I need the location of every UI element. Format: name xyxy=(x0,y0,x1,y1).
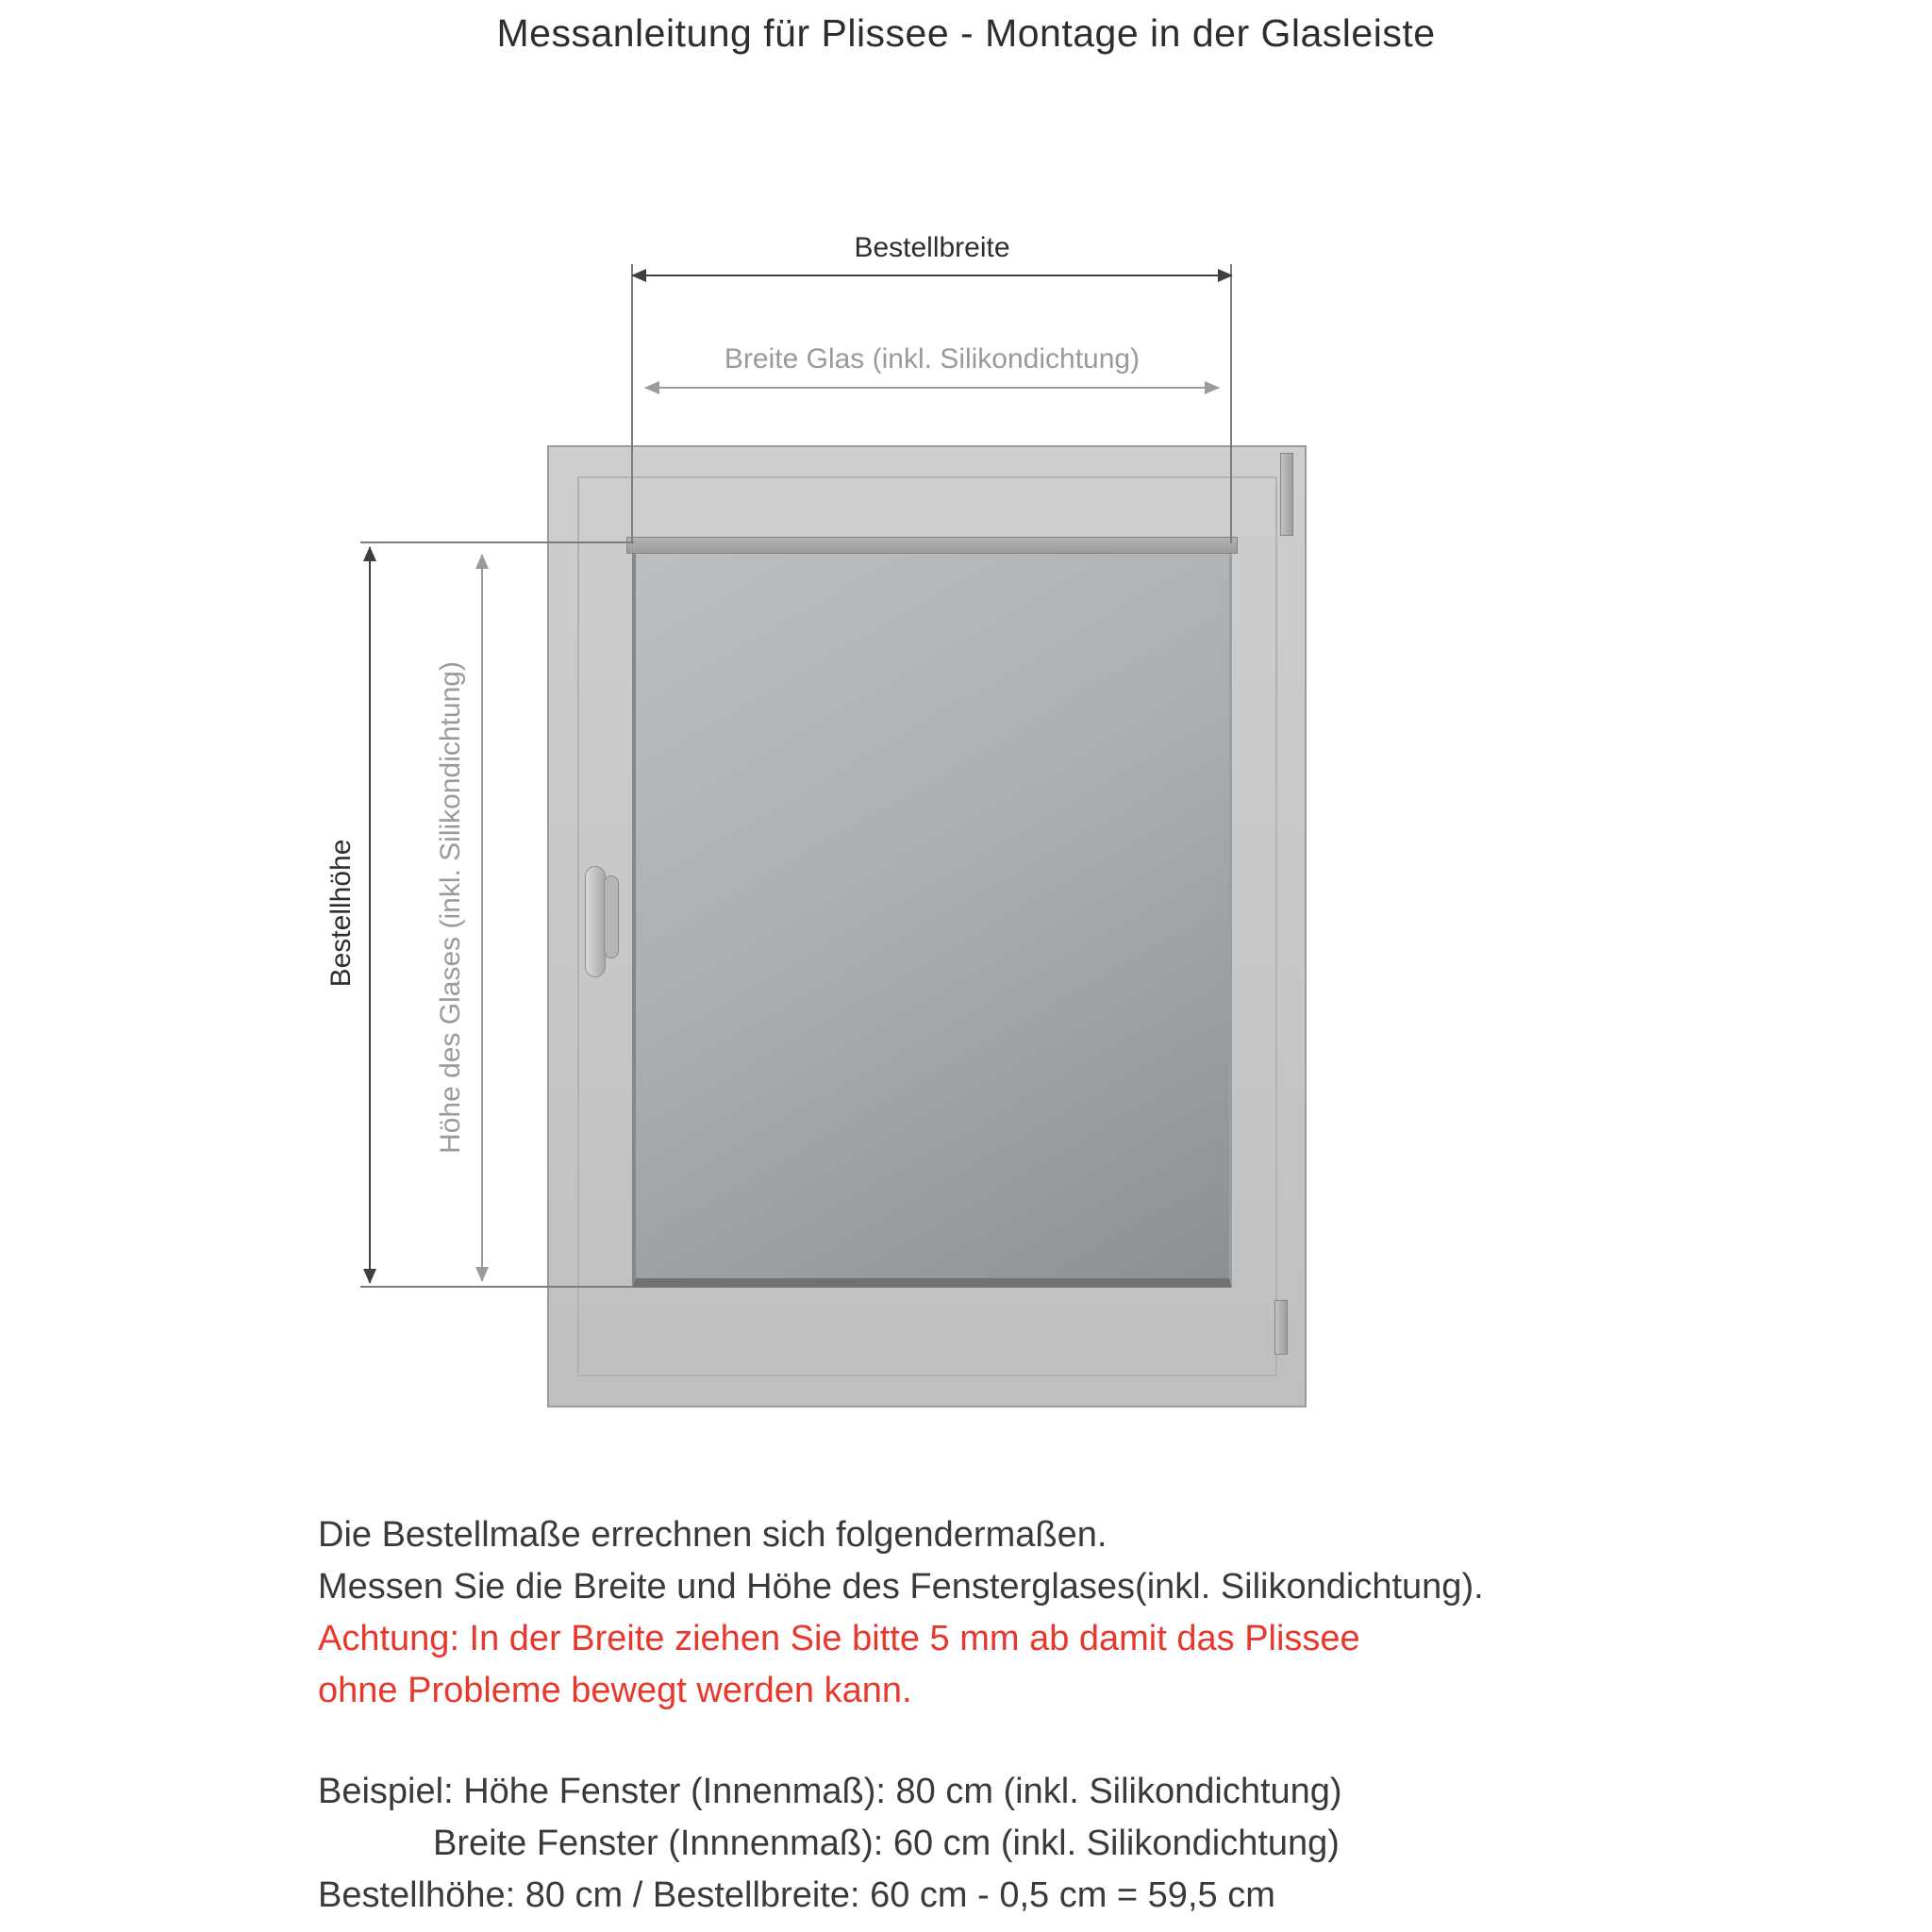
window-hinge-bottom xyxy=(1274,1300,1288,1355)
label-glass-width: Breite Glas (inkl. Silikondichtung) xyxy=(724,343,1141,375)
instruction-warning-line1: Achtung: In der Breite ziehen Sie bitte 5 mm ab damit das Plissee xyxy=(318,1619,1360,1658)
instructions-block xyxy=(318,1509,1733,1922)
text-spacer xyxy=(318,1717,1733,1766)
instruction-example-line1: Beispiel: Höhe Fenster (Innenmaß): 80 cm (inkl. Silikondichtung) xyxy=(318,1772,1342,1811)
order-height-dimension-arrow xyxy=(369,547,371,1283)
window-handle-icon xyxy=(585,866,606,977)
plissee-top-rail xyxy=(626,537,1238,554)
instruction-intro-line1: Die Bestellmaße errechnen sich folgendermaßen. xyxy=(318,1515,1108,1555)
glass-height-dimension-arrow xyxy=(481,555,483,1281)
glass-width-dimension-arrow xyxy=(645,387,1219,389)
label-order-width: Bestellbreite xyxy=(854,232,1010,263)
window-hinge-top xyxy=(1280,453,1293,536)
window-handle-plate xyxy=(604,875,619,958)
extension-line-bottom xyxy=(360,1286,634,1288)
instruction-example-line2: Breite Fenster (Innnenmaß): 60 cm (inkl. Silikondichtung) xyxy=(433,1824,1340,1863)
order-width-dimension-arrow xyxy=(632,275,1232,276)
instruction-warning-line2: ohne Probleme bewegt werden kann. xyxy=(318,1671,912,1710)
instruction-example-line3: Bestellhöhe: 80 cm / Bestellbreite: 60 cm - 0,5 cm = 59,5 cm xyxy=(318,1875,1275,1915)
window-glass xyxy=(632,542,1232,1288)
label-glass-height: Höhe des Glases (inkl. Silikondichtung) xyxy=(435,661,466,1154)
extension-line-top xyxy=(360,541,634,543)
page-title: Messanleitung für Plissee - Montage in der Glasleiste xyxy=(496,11,1436,55)
extension-line-right xyxy=(1230,264,1232,543)
instruction-intro-line2: Messen Sie die Breite und Höhe des Fensterglases(inkl. Silikondichtung). xyxy=(318,1567,1484,1607)
label-order-height: Bestellhöhe xyxy=(325,839,357,988)
extension-line-left xyxy=(631,264,633,543)
